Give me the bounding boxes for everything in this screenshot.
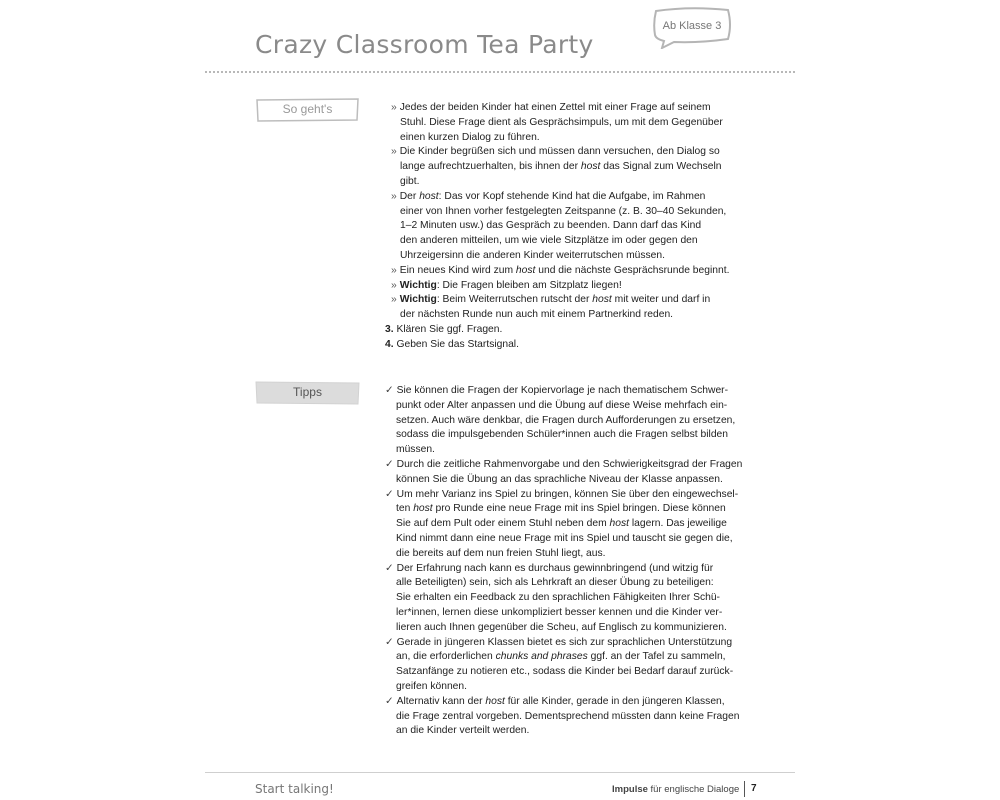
- text-run: alle Beteiligten) sein, sich als Lehrkraft an dieser Übung zu beteiligen:: [396, 577, 714, 589]
- text-line: [385, 414, 755, 429]
- text-line: [385, 695, 755, 710]
- text-run: : Beim Weiterrutschen rutscht der: [436, 294, 593, 306]
- sub-step: [385, 101, 755, 145]
- text-run: Stuhl. Diese Frage dient als Gesprächsimpuls, um mit dem Gegenüber: [400, 116, 723, 128]
- text-run: an die Kinder verteilt werden.: [396, 725, 530, 737]
- text-line: [385, 680, 755, 695]
- text-run: ten: [396, 503, 414, 515]
- checkmark-icon: ✓: [385, 385, 394, 396]
- page-number: 7: [751, 783, 757, 794]
- text-line: [385, 249, 755, 264]
- text-run: der nächsten Runde nun auch mit einem Partnerkind reden.: [400, 309, 674, 321]
- footer-separator: [744, 781, 745, 797]
- text-line: [385, 621, 755, 636]
- numbered-step: [385, 338, 755, 353]
- text-line: [385, 293, 755, 308]
- text-line: [385, 175, 755, 190]
- sub-step: [385, 145, 755, 189]
- section-label-steps-text: So geht's: [282, 102, 333, 116]
- text-run: und die nächste Gesprächsrunde beginnt.: [535, 264, 730, 276]
- text-run: greifen können.: [396, 680, 467, 692]
- tip-item: [385, 562, 755, 636]
- text-line: [385, 562, 755, 577]
- chevron-bullet-icon: »: [391, 190, 397, 202]
- text-line: [385, 219, 755, 234]
- text-line: [385, 724, 755, 739]
- text-run: einen kurzen Dialog zu führen.: [400, 131, 540, 143]
- emphasis-italic: host: [609, 518, 629, 530]
- text-run: : Das vor Kopf stehende Kind hat die Aufgabe, im Rahmen: [438, 190, 706, 202]
- text-line: [385, 458, 755, 473]
- text-line: [385, 650, 755, 665]
- text-run: an, die erforderlichen: [396, 651, 496, 663]
- text-run: können Sie die Übung an das sprachliche Niveau der Klasse anpassen.: [396, 473, 723, 485]
- text-line: [385, 399, 755, 414]
- emphasis-bold: Wichtig: [399, 294, 437, 306]
- text-line: [385, 665, 755, 680]
- text-run: Um mehr Varianz ins Spiel zu bringen, können Sie über den eingewechsel-: [396, 488, 739, 500]
- text-line: [385, 116, 755, 131]
- text-run: Klären Sie ggf. Fragen.: [396, 323, 503, 335]
- text-run: Gerade in jüngeren Klassen bietet es sich zur sprachlichen Unterstützung: [396, 636, 733, 648]
- chevron-bullet-icon: »: [391, 264, 397, 276]
- checkmark-icon: ✓: [385, 636, 394, 648]
- tip-item: [385, 636, 755, 695]
- footer-divider: [205, 772, 795, 773]
- text-run: Uhrzeigersinn die anderen Kinder weiterrutschen müssen.: [400, 249, 665, 261]
- text-run: lagern. Das jeweilige: [628, 518, 727, 530]
- text-line: [385, 160, 755, 175]
- section-label-tips-text: Tipps: [293, 385, 322, 399]
- text-run: mit weiter und darf in: [611, 294, 711, 306]
- text-line: [385, 502, 755, 517]
- steps-list: [385, 101, 755, 353]
- text-line: [385, 279, 755, 294]
- chevron-bullet-icon: »: [391, 294, 397, 306]
- step-number: 4.: [385, 338, 394, 350]
- footer-subtitle: [612, 784, 739, 795]
- text-line: [385, 323, 755, 338]
- text-run: sodass die impulsgebenden Schüler*innen auch die Fragen selbst bilden: [396, 429, 729, 441]
- text-run: einer von Ihnen vorher festgelegten Zeitspanne (z. B. 30–40 Sekunden,: [400, 205, 727, 217]
- text-run: ggf. an der Tafel zu sammeln,: [587, 651, 726, 663]
- grade-badge-text: Ab Klasse 3: [662, 20, 722, 32]
- emphasis-italic: host: [413, 503, 433, 515]
- text-run: setzen. Auch wäre denkbar, die Fragen durch Aufforderungen zu ersetzen,: [396, 414, 736, 426]
- text-line: [385, 145, 755, 160]
- text-run: ler*innen, lernen diese unkompliziert besser kennen und die Kinder ver-: [396, 606, 723, 618]
- text-run: den anderen mitteilen, um wie viele Sitzplätze im oder gegen den: [400, 235, 698, 247]
- text-line: [385, 532, 755, 547]
- tip-item: [385, 384, 755, 458]
- text-run: Die Kinder begrüßen sich und müssen dann versuchen, den Dialog so: [399, 146, 720, 158]
- text-run: gibt.: [400, 175, 420, 187]
- text-run: 1–2 Minuten usw.) das Gespräch zu beenden. Dann darf das Kind: [400, 220, 702, 232]
- chevron-bullet-icon: »: [391, 102, 397, 113]
- text-line: [385, 308, 755, 323]
- emphasis-italic: host: [580, 161, 601, 173]
- text-line: [385, 606, 755, 621]
- checkmark-icon: ✓: [385, 562, 394, 574]
- text-run: Sie können die Fragen der Kopiervorlage je nach thematischem Schwer-: [396, 385, 729, 396]
- text-line: [385, 428, 755, 443]
- text-run: Satzanfänge zu notieren etc., sodass die Kinder bei Bedarf darauf zurück-: [396, 666, 734, 678]
- text-run: pro Runde eine neue Frage mit ins Spiel bringen. Diese können: [432, 503, 726, 515]
- footer-subtitle-bold: Impulse: [612, 784, 648, 795]
- text-line: [385, 576, 755, 591]
- sub-step: [385, 293, 755, 323]
- text-run: Jedes der beiden Kinder hat einen Zettel mit einer Frage auf seinem: [399, 102, 711, 113]
- text-run: Durch die zeitliche Rahmenvorgabe und den Schwierigkeitsgrad der Fragen: [396, 458, 743, 470]
- text-line: [385, 710, 755, 725]
- sub-step: [385, 279, 755, 294]
- tip-item: [385, 488, 755, 562]
- text-run: das Signal zum Wechseln: [600, 161, 722, 173]
- text-line: [385, 190, 755, 205]
- tip-item: [385, 695, 755, 739]
- checkmark-icon: ✓: [385, 488, 394, 500]
- sub-step: [385, 264, 755, 279]
- text-run: die bereits auf dem nun freien Stuhl liegt, aus.: [396, 547, 606, 559]
- footer-book-title: Start talking!: [255, 782, 334, 796]
- text-run: Ein neues Kind wird zum: [399, 264, 516, 276]
- text-run: Alternativ kann der: [396, 695, 486, 707]
- chevron-bullet-icon: »: [391, 146, 397, 158]
- emphasis-italic: host: [485, 695, 505, 707]
- text-run: lieren auch Ihnen gegenüber die Scheu, auf Englisch zu kommunizieren.: [396, 621, 727, 633]
- step-number: 3.: [385, 323, 394, 335]
- text-run: Sie auf dem Pult oder einem Stuhl neben dem: [396, 518, 610, 530]
- checkmark-icon: ✓: [385, 458, 394, 470]
- page-title: Crazy Classroom Tea Party: [255, 30, 594, 59]
- text-run: lange aufrechtzuerhalten, bis ihnen der: [400, 161, 581, 173]
- checkmark-icon: ✓: [385, 695, 394, 707]
- emphasis-italic: host: [592, 294, 612, 306]
- text-line: [385, 205, 755, 220]
- text-line: [385, 131, 755, 146]
- emphasis-italic: chunks and phrases: [495, 651, 588, 663]
- chevron-bullet-icon: »: [391, 279, 397, 291]
- text-line: [385, 591, 755, 606]
- text-run: für alle Kinder, gerade in den jüngeren Klassen,: [504, 695, 725, 707]
- text-run: : Die Fragen bleiben am Sitzplatz liegen!: [436, 279, 622, 291]
- text-line: [385, 473, 755, 488]
- numbered-step: [385, 323, 755, 338]
- text-run: die Frage zentral vorgeben. Dementsprechend müssten dann keine Fragen: [396, 710, 740, 722]
- text-run: Kind nimmt dann eine neue Frage mit ins Spiel und tauscht sie gegen die,: [396, 532, 733, 544]
- text-run: müssen.: [396, 444, 435, 456]
- tips-list: [385, 384, 755, 739]
- text-line: [385, 443, 755, 458]
- footer-subtitle-rest: für englische Dialoge: [647, 784, 740, 795]
- text-line: [385, 488, 755, 503]
- text-run: Der Erfahrung nach kann es durchaus gewinnbringend (und witzig für: [396, 562, 714, 574]
- tip-item: [385, 458, 755, 488]
- text-line: [385, 517, 755, 532]
- emphasis-italic: host: [419, 190, 439, 202]
- text-run: Geben Sie das Startsignal.: [396, 338, 519, 350]
- text-line: [385, 384, 755, 399]
- text-run: punkt oder Alter anpassen und die Übung auf diese Weise mehrfach ein-: [396, 399, 728, 411]
- header-divider: [205, 71, 795, 73]
- text-run: Sie erhalten ein Feedback zu den sprachlichen Fähigkeiten Ihrer Schü-: [396, 592, 720, 604]
- text-line: [385, 547, 755, 562]
- text-line: [385, 234, 755, 249]
- text-line: [385, 338, 755, 353]
- text-run: Der: [399, 190, 420, 202]
- text-line: [385, 101, 755, 116]
- section-label-tips: [255, 380, 360, 406]
- text-line: [385, 636, 755, 651]
- grade-badge: [650, 5, 734, 49]
- section-label-steps: [255, 97, 360, 123]
- emphasis-italic: host: [515, 264, 536, 276]
- sub-step: [385, 190, 755, 264]
- text-line: [385, 264, 755, 279]
- emphasis-bold: Wichtig: [399, 279, 437, 291]
